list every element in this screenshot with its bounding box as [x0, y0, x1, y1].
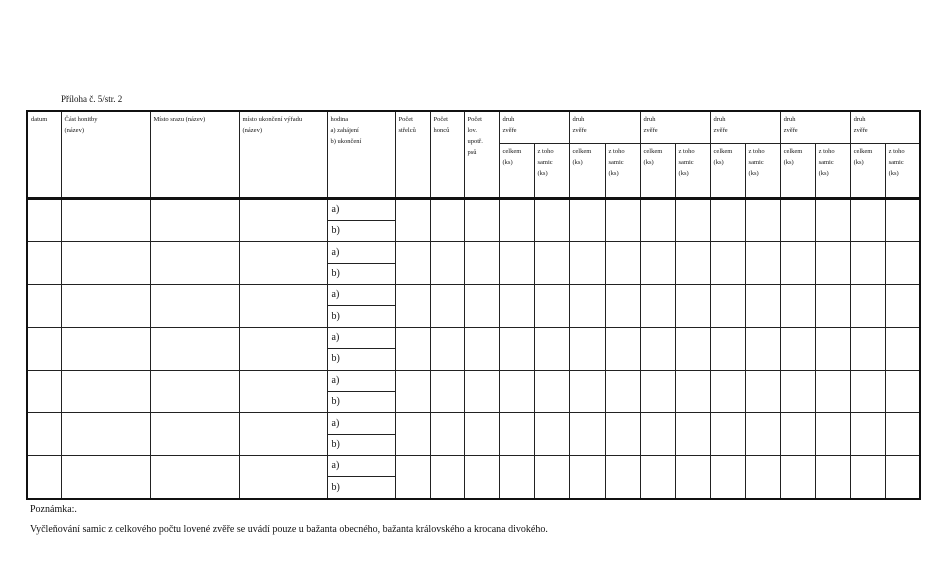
header-pocet-honcu: Počet honců [430, 111, 464, 198]
entry-cell[interactable] [150, 456, 239, 499]
hour-input-cell[interactable]: a) [327, 327, 395, 348]
header-celkem: celkem (ks) [850, 143, 885, 198]
header-hodina: hodina a) zahájení b) ukončení [327, 111, 395, 198]
table-row [27, 370, 920, 391]
header-druh-zvere-1: druh zvěře [499, 111, 569, 143]
hour-input-cell[interactable]: a) [327, 285, 395, 306]
entry-cell[interactable] [640, 413, 675, 456]
header-celkem: celkem (ks) [569, 143, 605, 198]
header-pocet-strelcu: Počet střelců [395, 111, 430, 198]
entry-cell[interactable] [61, 327, 150, 370]
entry-cell[interactable] [710, 370, 745, 413]
entry-cell[interactable] [430, 413, 464, 456]
entry-cell[interactable] [569, 327, 605, 370]
entry-cell[interactable] [640, 327, 675, 370]
entry-cell[interactable] [815, 370, 850, 413]
entry-cell[interactable] [499, 413, 534, 456]
entry-cell[interactable] [499, 198, 534, 242]
entry-cell[interactable] [675, 242, 710, 285]
entry-cell[interactable] [464, 285, 499, 328]
entry-cell[interactable] [150, 198, 239, 242]
hour-input-cell[interactable]: a) [327, 370, 395, 391]
entry-cell[interactable] [61, 413, 150, 456]
entry-cell[interactable] [499, 370, 534, 413]
header-misto-srazu: Místo srazu (název) [150, 111, 239, 198]
entry-cell[interactable] [430, 456, 464, 499]
note-text: Vyčleňování samic z celkového počtu lovené zvěře se uvádí pouze u bažanta obecného, bažanta královského a krocana divokého. [30, 524, 548, 535]
entry-cell[interactable] [150, 285, 239, 328]
entry-cell[interactable] [850, 198, 885, 242]
entry-cell[interactable] [745, 370, 780, 413]
entry-cell[interactable] [27, 413, 61, 456]
entry-cell[interactable] [710, 285, 745, 328]
header-celkem: celkem (ks) [640, 143, 675, 198]
entry-cell[interactable] [745, 413, 780, 456]
entry-cell[interactable] [815, 242, 850, 285]
header-z-toho-samic: z toho samic (ks) [815, 143, 850, 198]
entry-cell[interactable] [675, 327, 710, 370]
entry-cell[interactable] [710, 327, 745, 370]
header-z-toho-samic: z toho samic (ks) [885, 143, 920, 198]
entry-cell[interactable] [239, 327, 327, 370]
header-celkem: celkem (ks) [499, 143, 534, 198]
entry-cell[interactable] [464, 370, 499, 413]
hour-input-cell[interactable]: a) [327, 413, 395, 434]
entry-cell[interactable] [534, 285, 569, 328]
entry-cell[interactable] [239, 198, 327, 242]
entry-cell[interactable] [850, 242, 885, 285]
entry-cell[interactable] [885, 413, 920, 456]
entry-cell[interactable] [640, 198, 675, 242]
entry-cell[interactable] [430, 198, 464, 242]
hour-input-cell[interactable]: b) [327, 391, 395, 412]
entry-cell[interactable] [850, 456, 885, 499]
header-datum: datum [27, 111, 61, 198]
hour-input-cell[interactable]: b) [327, 263, 395, 284]
entry-cell[interactable] [464, 413, 499, 456]
entry-cell[interactable] [239, 242, 327, 285]
entry-cell[interactable] [605, 456, 640, 499]
entry-cell[interactable] [27, 370, 61, 413]
entry-cell[interactable] [430, 370, 464, 413]
entry-cell[interactable] [885, 198, 920, 242]
entry-cell[interactable] [885, 242, 920, 285]
table-row [27, 456, 920, 477]
entry-cell[interactable] [605, 370, 640, 413]
entry-cell[interactable] [395, 370, 430, 413]
entry-cell[interactable] [27, 242, 61, 285]
entry-cell[interactable] [850, 370, 885, 413]
entry-cell[interactable] [745, 327, 780, 370]
entry-cell[interactable] [239, 370, 327, 413]
entry-cell[interactable] [395, 413, 430, 456]
entry-cell[interactable] [239, 413, 327, 456]
table-row [27, 327, 920, 348]
entry-cell[interactable] [534, 327, 569, 370]
hour-input-cell[interactable]: b) [327, 477, 395, 499]
entry-cell[interactable] [745, 456, 780, 499]
entry-cell[interactable] [605, 242, 640, 285]
entry-cell[interactable] [675, 413, 710, 456]
entry-cell[interactable] [885, 456, 920, 499]
entry-cell[interactable] [850, 285, 885, 328]
entry-cell[interactable] [640, 242, 675, 285]
header-druh-zvere-4: druh zvěře [710, 111, 780, 143]
entry-cell[interactable] [61, 456, 150, 499]
entry-cell[interactable] [430, 242, 464, 285]
entry-cell[interactable] [395, 242, 430, 285]
header-row-top [27, 111, 920, 143]
entry-cell[interactable] [395, 285, 430, 328]
entry-cell[interactable] [61, 198, 150, 242]
note-label: Poznámka:. [30, 504, 77, 515]
entry-cell[interactable] [464, 198, 499, 242]
entry-cell[interactable] [534, 242, 569, 285]
entry-cell[interactable] [569, 198, 605, 242]
entry-cell[interactable] [569, 413, 605, 456]
entry-cell[interactable] [815, 285, 850, 328]
entry-cell[interactable] [27, 456, 61, 499]
entry-cell[interactable] [780, 198, 815, 242]
entry-cell[interactable] [675, 198, 710, 242]
entry-cell[interactable] [499, 285, 534, 328]
entry-cell[interactable] [569, 285, 605, 328]
entry-cell[interactable] [745, 242, 780, 285]
entry-cell[interactable] [534, 413, 569, 456]
entry-cell[interactable] [534, 456, 569, 499]
header-misto-ukonceni: místo ukončení výřadu (název) [239, 111, 327, 198]
hour-input-cell[interactable]: a) [327, 456, 395, 477]
entry-cell[interactable] [780, 242, 815, 285]
hour-input-cell[interactable]: b) [327, 349, 395, 370]
hour-input-cell[interactable]: b) [327, 306, 395, 327]
entry-cell[interactable] [430, 285, 464, 328]
entry-cell[interactable] [745, 285, 780, 328]
entry-cell[interactable] [464, 327, 499, 370]
entry-cell[interactable] [710, 198, 745, 242]
entry-cell[interactable] [239, 456, 327, 499]
entry-cell[interactable] [569, 242, 605, 285]
table-row [27, 285, 920, 306]
entry-cell[interactable] [605, 285, 640, 328]
entry-cell[interactable] [640, 456, 675, 499]
entry-cell[interactable] [569, 456, 605, 499]
entry-cell[interactable] [534, 198, 569, 242]
entry-cell[interactable] [850, 327, 885, 370]
entry-cell[interactable] [499, 327, 534, 370]
header-z-toho-samic: z toho samic (ks) [605, 143, 640, 198]
entry-cell[interactable] [464, 456, 499, 499]
entry-cell[interactable] [430, 327, 464, 370]
entry-cell[interactable] [780, 327, 815, 370]
entry-cell[interactable] [239, 285, 327, 328]
entry-cell[interactable] [780, 285, 815, 328]
header-z-toho-samic: z toho samic (ks) [745, 143, 780, 198]
entry-cell[interactable] [499, 456, 534, 499]
entry-cell[interactable] [745, 198, 780, 242]
entry-cell[interactable] [885, 285, 920, 328]
entry-cell[interactable] [150, 413, 239, 456]
entry-cell[interactable] [395, 198, 430, 242]
entry-cell[interactable] [885, 370, 920, 413]
entry-cell[interactable] [605, 327, 640, 370]
entry-cell[interactable] [640, 370, 675, 413]
hour-input-cell[interactable]: b) [327, 434, 395, 455]
header-druh-zvere-2: druh zvěře [569, 111, 640, 143]
table-row [27, 198, 920, 220]
entry-cell[interactable] [27, 327, 61, 370]
header-z-toho-samic: z toho samic (ks) [534, 143, 569, 198]
entry-cell[interactable] [395, 456, 430, 499]
header-druh-zvere-3: druh zvěře [640, 111, 710, 143]
entry-cell[interactable] [395, 327, 430, 370]
entry-cell[interactable] [499, 242, 534, 285]
entry-cell[interactable] [569, 370, 605, 413]
entry-cell[interactable] [815, 456, 850, 499]
entry-cell[interactable] [640, 285, 675, 328]
header-druh-zvere-5: druh zvěře [780, 111, 850, 143]
entry-cell[interactable] [815, 327, 850, 370]
entry-cell[interactable] [780, 456, 815, 499]
entry-cell[interactable] [815, 198, 850, 242]
entry-cell[interactable] [710, 242, 745, 285]
entry-cell[interactable] [780, 370, 815, 413]
entry-cell[interactable] [710, 456, 745, 499]
entry-cell[interactable] [675, 370, 710, 413]
header-z-toho-samic: z toho samic (ks) [675, 143, 710, 198]
hour-input-cell[interactable]: b) [327, 220, 395, 241]
entry-cell[interactable] [61, 285, 150, 328]
annex-label: Příloha č. 5/str. 2 [61, 94, 123, 104]
entry-cell[interactable] [150, 327, 239, 370]
entry-cell[interactable] [150, 242, 239, 285]
entry-cell[interactable] [815, 413, 850, 456]
header-celkem: celkem (ks) [710, 143, 745, 198]
entry-cell[interactable] [27, 285, 61, 328]
entry-cell[interactable] [675, 285, 710, 328]
header-druh-zvere-6: druh zvěře [850, 111, 920, 143]
header-cast-honitby: Část honitby (název) [61, 111, 150, 198]
header-pocet-psu: Počet lov. upotř. psů [464, 111, 499, 198]
entry-cell[interactable] [675, 456, 710, 499]
entry-cell[interactable] [464, 242, 499, 285]
entry-cell[interactable] [61, 370, 150, 413]
entry-cell[interactable] [780, 413, 815, 456]
entry-cell[interactable] [850, 413, 885, 456]
hunt-record-table [26, 110, 921, 500]
entry-cell[interactable] [710, 413, 745, 456]
entry-cell[interactable] [61, 242, 150, 285]
entry-cell[interactable] [605, 413, 640, 456]
entry-cell[interactable] [27, 198, 61, 242]
hour-input-cell[interactable]: a) [327, 242, 395, 263]
entry-cell[interactable] [885, 327, 920, 370]
entry-cell[interactable] [534, 370, 569, 413]
table-row [27, 242, 920, 263]
hour-input-cell[interactable]: a) [327, 198, 395, 220]
header-celkem: celkem (ks) [780, 143, 815, 198]
entry-cell[interactable] [605, 198, 640, 242]
table-row [27, 413, 920, 434]
entry-cell[interactable] [150, 370, 239, 413]
